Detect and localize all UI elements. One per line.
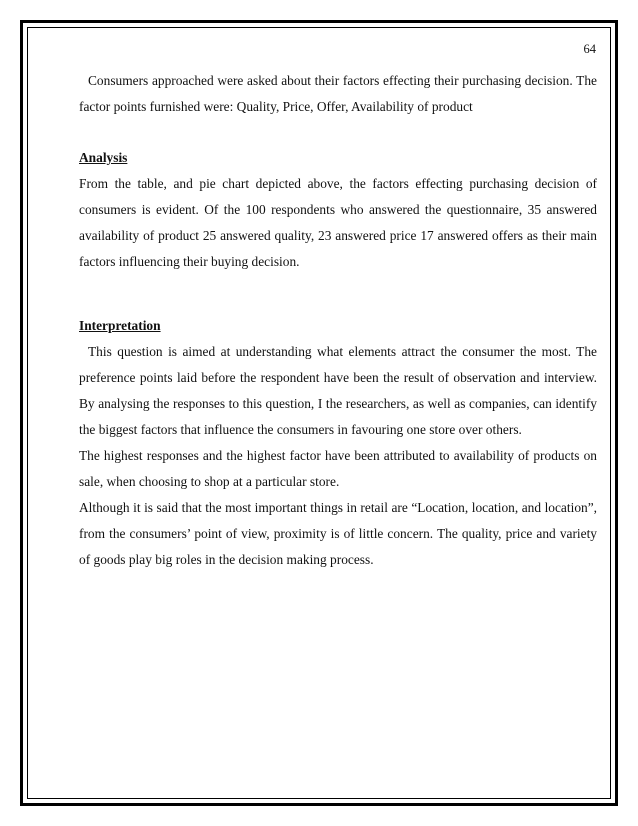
page-number: 64: [583, 42, 596, 56]
page-body: [79, 68, 597, 573]
intro-paragraph: Consumers approached were asked about their factors effecting their purchasing decision. The factor points furnished were: Quality, Price, Offer, Availability of product: [79, 73, 597, 114]
interpretation-heading: Interpretation: [79, 318, 161, 333]
interpretation-paragraph-3: Although it is said that the most important things in retail are “Location, location, and location”, from the consumers’ point of view, proximity is of little concern. The quality, price and variety of goods play big roles in the decision making process.: [79, 500, 597, 567]
spacer: [79, 275, 597, 313]
analysis-paragraph: From the table, and pie chart depicted above, the factors effecting purchasing decision of consumers is evident. Of the 100 respondents who answered the questionnaire, 35 answered availability of product 25 answered quality, 23 answered price 17 answered offers as their main factors influencing their buying decision.: [79, 176, 597, 269]
interpretation-paragraph-1: This question is aimed at understanding what elements attract the consumer the most. The preference points laid before the respondent have been the result of observation and interview. By analysing the responses to this question, I the researchers, as well as companies, can identify the biggest factors that influence the consumers in favouring one store over others.: [79, 344, 597, 437]
analysis-heading: Analysis: [79, 150, 128, 165]
spacer: [79, 120, 597, 145]
interpretation-paragraph-2: The highest responses and the highest factor have been attributed to availability of products on sale, when choosing to shop at a particular store.: [79, 448, 597, 489]
